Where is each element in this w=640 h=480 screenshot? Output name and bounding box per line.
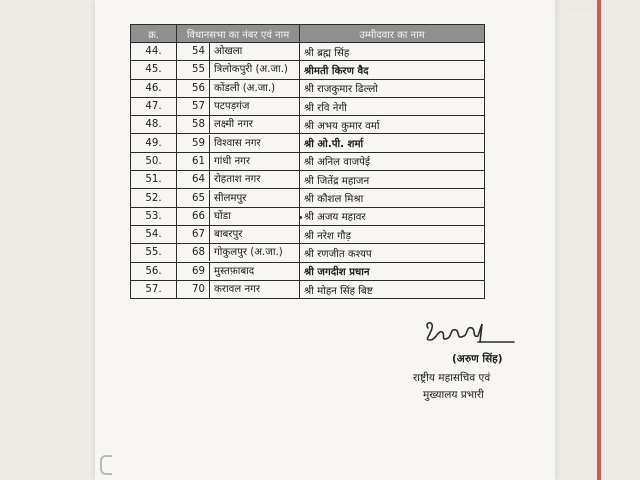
constituency-number: 59 [192,137,205,149]
row-serial: 49. [131,134,177,152]
table-row [131,262,485,280]
table-header-row [131,25,485,43]
table-row [131,225,485,243]
constituency-name: कोंडली (अ.जा.) [209,80,275,97]
table-row [131,116,485,134]
signatory-title [413,370,523,404]
constituency-number: 54 [192,46,205,58]
row-serial: 45. [131,61,177,79]
row-serial: 47. [131,97,177,115]
row-constituency [177,43,300,61]
constituency-name: गांधी नगर [209,153,250,170]
row-serial: 53. [131,207,177,225]
constituency-number: 70 [192,284,205,295]
row-serial: 55. [131,244,177,262]
row-serial: 56. [131,262,177,280]
table-row [131,79,485,97]
table-row [131,244,485,262]
row-serial: 54. [131,225,177,243]
table-row [131,134,485,152]
table-row [131,280,485,298]
constituency-number: 65 [192,192,205,204]
header-constituency: विधानसभा का नंबर एवं नाम [177,25,300,43]
signature [420,318,516,348]
row-candidate: श्री ओ.पी. शर्मा [300,134,485,152]
constituency-name: लक्ष्मी नगर [209,116,253,133]
background-left [0,0,95,480]
header-candidate: उम्मीदवार का नाम [300,25,485,43]
row-constituency [177,171,300,189]
constituency-name: घोंडा [209,208,231,225]
constituency-number: 68 [192,247,205,259]
constituency-name: बाबरपुर [209,226,242,243]
row-candidate: श्रीमती किरण वैद [300,61,485,79]
table-row [131,61,485,79]
constituency-name: करावल नगर [209,281,260,298]
row-candidate: श्री ब्रह्म सिंह [300,43,485,61]
paper-edge-top [555,0,601,10]
constituency-number: 66 [192,210,205,222]
scan-artifact [100,455,112,475]
ink-dot [299,216,302,219]
row-candidate: श्री अभय कुमार वर्मा [300,116,485,134]
table-row [131,97,485,115]
row-constituency [177,225,300,243]
row-candidate: श्री जगदीश प्रधान [300,262,485,280]
table-row [131,189,485,207]
row-constituency [177,134,300,152]
table-row [131,43,485,61]
constituency-number: 57 [192,101,205,113]
row-constituency [177,61,300,79]
constituency-number: 55 [192,64,205,76]
constituency-name: ओखला [209,43,242,60]
table-row [131,171,485,189]
row-serial: 46. [131,79,177,97]
row-candidate: श्री मोहन सिंह बिष्ट [300,280,485,298]
row-constituency [177,280,300,298]
constituency-number: 64 [192,174,205,186]
row-candidate: श्री राजकुमार ढिल्लो [300,79,485,97]
row-candidate: श्री नरेश गौड़ [300,225,485,243]
constituency-number: 69 [192,265,205,277]
row-constituency [177,262,300,280]
constituency-name: मुस्तफ़ाबाद [209,263,254,280]
red-folder-edge [597,0,601,480]
table-row [131,152,485,170]
constituency-number: 56 [192,82,205,94]
signatory-name: (अरुण सिंह) [452,353,503,365]
constituency-name: पटपड़गंज [209,98,249,115]
signatory-title-line2: मुख्यालय प्रभारी [423,389,484,401]
constituency-name: गोकुलपुर (अ.जा.) [209,244,283,261]
row-serial: 44. [131,43,177,61]
constituency-name: सीलमपुर [209,190,246,207]
row-serial: 57. [131,280,177,298]
row-serial: 48. [131,116,177,134]
row-candidate: श्री अजय महावर [300,207,485,225]
row-constituency [177,116,300,134]
constituency-number: 61 [192,155,205,167]
row-candidate: श्री अनिल वाजपेई [300,152,485,170]
constituency-number: 67 [192,229,205,241]
header-serial: क्र. [131,25,177,43]
row-serial: 52. [131,189,177,207]
signatory-title-line1: राष्ट्रीय महासचिव एवं [413,372,491,384]
row-candidate: श्री रणजीत कश्यप [300,244,485,262]
constituency-name: रोहताश नगर [209,171,260,188]
row-constituency [177,189,300,207]
constituency-name: विश्वास नगर [209,135,261,152]
row-candidate: श्री जितेंद्र महाजन [300,171,485,189]
row-constituency [177,207,300,225]
row-serial: 50. [131,152,177,170]
row-constituency [177,152,300,170]
row-serial: 51. [131,171,177,189]
row-candidate: श्री कौशल मिश्रा [300,189,485,207]
row-candidate: श्री रवि नेगी [300,97,485,115]
row-constituency [177,79,300,97]
table-row [131,207,485,225]
constituency-name: त्रिलोकपुरी (अ.जा.) [209,61,288,78]
row-constituency [177,244,300,262]
constituency-number: 58 [192,119,205,131]
row-constituency [177,97,300,115]
candidate-table [130,24,485,299]
